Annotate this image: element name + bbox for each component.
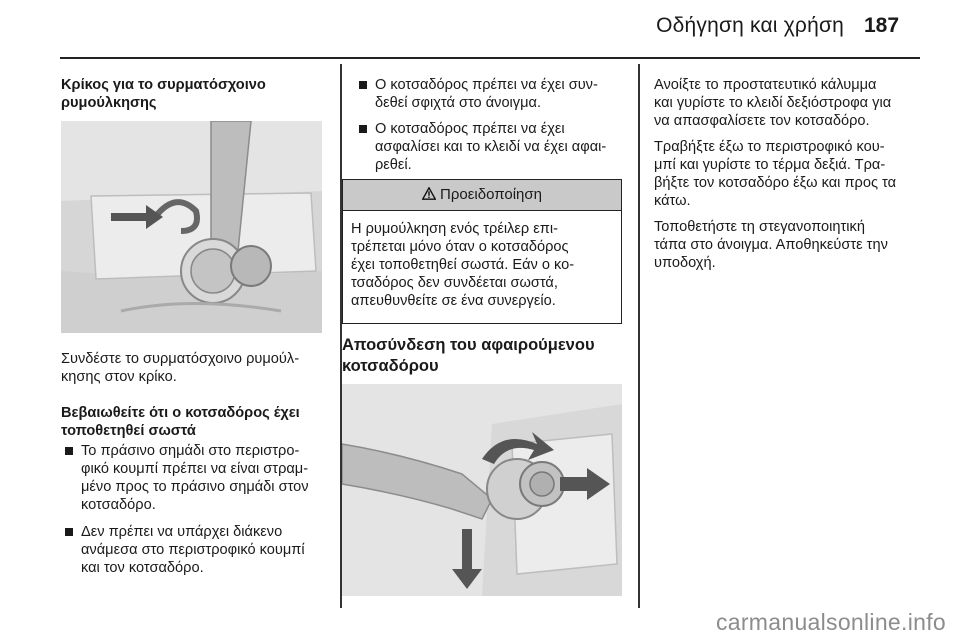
- paragraph-line: κάτω.: [654, 193, 691, 209]
- warning-box: [342, 179, 622, 324]
- paragraph-line: Τοποθετήστε τη στεγανοποιητική: [654, 219, 865, 235]
- bullet-item: [355, 76, 627, 112]
- bullet-line: φικό κουμπί πρέπει να είναι στραμ-: [81, 461, 309, 477]
- bullet-line: ασφαλίσει και το κλειδί να έχει αφαι-: [375, 139, 607, 155]
- tow-bar-removal-figure: [342, 384, 622, 596]
- warning-line: απευθυνθείτε σε ένα συνεργείο.: [351, 293, 556, 309]
- warning-line: έχει τοποθετηθεί σωστά. Εάν ο κο-: [351, 257, 575, 273]
- bullet-item: [61, 442, 333, 514]
- tow-bar-ring-figure: [61, 121, 322, 333]
- tow-bar-ring-illustration: [61, 121, 322, 333]
- bullet-square-icon: [65, 528, 73, 536]
- header-rule: [60, 57, 920, 59]
- footer-watermark: carmanualsonline.info: [715, 609, 946, 635]
- heading-line: τοποθετηθεί σωστά: [61, 423, 196, 439]
- paragraph-line: τάπα στο άνοιγμα. Αποθηκεύστε την: [654, 237, 888, 253]
- paragraph-line: βήξτε τον κοτσαδόρο έξω και προς τα: [654, 175, 897, 191]
- bullet-line: Ο κοτσαδόρος πρέπει να έχει συν-: [375, 77, 598, 93]
- bullet-item: [355, 120, 627, 174]
- paragraph-line: να απασφαλίσετε τον κοτσαδόρο.: [654, 113, 870, 129]
- bullet-line: μένο προς το πράσινο σημάδι στον: [81, 479, 309, 495]
- heading-line: Βεβαιωθείτε ότι ο κοτσαδόρος έχει: [61, 405, 300, 421]
- bullet-square-icon: [65, 447, 73, 455]
- heading-line: κοτσαδόρου: [342, 357, 439, 375]
- page-header-title: Οδήγηση και χρήση: [656, 14, 844, 37]
- caption-line: Συνδέστε το συρματόσχοινο ρυμούλ-: [61, 351, 300, 367]
- bullet-line: δεθεί σφιχτά στο άνοιγμα.: [375, 95, 541, 111]
- bullet-line: ανάμεσα στο περιστροφικό κουμπί: [81, 542, 305, 558]
- section-heading: [342, 335, 632, 377]
- figure-caption: [61, 350, 333, 386]
- paragraph-line: και γυρίστε το κλειδί δεξιόστροφα για: [654, 95, 892, 111]
- warning-header: [343, 180, 621, 211]
- paragraph-line: Τραβήξτε έξω το περιστροφικό κου-: [654, 139, 885, 155]
- paragraph-line: μπί και γυρίστε το τέρμα δεξιά. Τρα-: [654, 157, 886, 173]
- column-2-bullets: [355, 76, 627, 174]
- heading-line: ρυμούλκησης: [61, 95, 157, 111]
- bullet-line: Το πράσινο σημάδι στο περιστρο-: [81, 443, 300, 459]
- warning-line: τρέπεται μόνο όταν ο κοτσαδόρος: [351, 239, 569, 255]
- heading-line: Αποσύνδεση του αφαιρούμενου: [342, 336, 595, 354]
- bullet-item: [61, 523, 333, 577]
- column-divider-2: [638, 64, 640, 608]
- bullet-line: ρεθεί.: [375, 157, 412, 173]
- warning-text: [343, 211, 621, 310]
- bullet-line: Ο κοτσαδόρος πρέπει να έχει: [375, 121, 565, 137]
- bullet-square-icon: [359, 81, 367, 89]
- bullet-line: και τον κοτσαδόρο.: [81, 560, 204, 576]
- column-3-text: [654, 76, 922, 272]
- column-1-heading: [61, 76, 331, 112]
- bullet-line: Δεν πρέπει να υπάρχει διάκενο: [81, 524, 283, 540]
- warning-triangle-icon: [422, 180, 436, 210]
- section-heading: [61, 76, 331, 112]
- paragraph: [654, 218, 922, 272]
- bullet-line: κοτσαδόρο.: [81, 497, 156, 513]
- check-heading: [61, 404, 333, 440]
- column-1-text: [61, 350, 333, 577]
- paragraph-line: υποδοχή.: [654, 255, 716, 271]
- heading-line: Κρίκος για το συρματόσχοινο: [61, 77, 266, 93]
- paragraph-line: Ανοίξτε το προστατευτικό κάλυμμα: [654, 77, 877, 93]
- column-2-section-heading: [342, 335, 632, 377]
- warning-line: τσαδόρος δεν συνδέεται σωστά,: [351, 275, 558, 291]
- paragraph: [654, 76, 922, 130]
- bullet-square-icon: [359, 125, 367, 133]
- warning-title: Προειδοποίηση: [440, 186, 542, 203]
- caption-line: κησης στον κρίκο.: [61, 369, 177, 385]
- paragraph: [654, 138, 922, 210]
- tow-bar-removal-illustration: [342, 384, 622, 596]
- warning-line: Η ρυμούλκηση ενός τρέιλερ επι-: [351, 221, 558, 237]
- page-number: 187: [864, 14, 900, 37]
